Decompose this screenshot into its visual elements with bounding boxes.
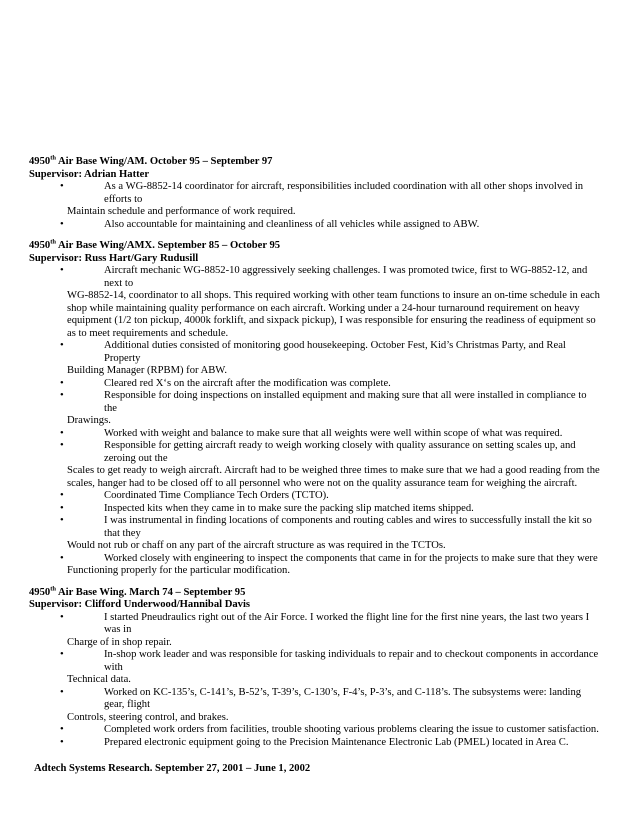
bullet-icon: • [60, 552, 64, 564]
bullet-text: I started Pneudraulics right out of the Air Force. I worked the flight line for the first nine years, the last two years I was in [104, 611, 590, 635]
bullet-icon: • [60, 340, 64, 351]
bullet-text: In-shop work leader and was responsible for tasking individuals to repair and to checkout components in accordance with [104, 649, 599, 673]
bullet-text: Worked on KC-135’s, C-141’s, B-52’s, T-39’s, C-130’s, F-4’s, P-3’s, and C-118’s. The subsystems were: landing gear, flight [104, 686, 582, 710]
bullet-continuation: Scales to get ready to weigh aircraft. Aircraft had to be weighed three times to make sure that we had a good reading from the scales, hanger had to be closed off to all personnel who were not on the quality assurance team for weighing the aircraft. [67, 465, 600, 489]
bullet-continuation: WG-8852-14, coordinator to all shops. This required working with other team functions to insure an on-time schedule in each shop while maintaining quality performance on each aircraft. Working under a 24-hour turnaround requirement on heavy equipment (1/2 ton pickup, 4000k forklift, and sixpack pickup), I was responsible for ensuring the readiness of equipment so as to meet requirements and schedule. [67, 290, 600, 339]
bullet-text: Inspected kits when they came in to make sure the packing slip matched items shipped. [104, 502, 474, 514]
bullet-item [0, 490, 638, 503]
bullet-text: Worked closely with engineering to inspect the components that came in for the projects to make sure that they were [104, 552, 598, 564]
bullet-item [0, 428, 638, 441]
employment-section [0, 240, 638, 578]
bullet-item [0, 181, 638, 219]
section-heading [0, 584, 638, 600]
bullet-icon: • [60, 502, 64, 514]
bullet-icon: • [60, 377, 64, 389]
bullet-text: Aircraft mechanic WG-8852-10 aggressively seeking challenges. I was promoted twice, first to WG-8852-12, and next to [104, 265, 588, 289]
bullet-icon: • [60, 490, 64, 501]
supervisor-line: Supervisor: Adrian Hatter [29, 168, 150, 180]
bullet-text: Coordinated Time Compliance Tech Orders (TCTO). [104, 490, 329, 501]
bullet-item [0, 340, 638, 378]
bullet-text: Worked with weight and balance to make sure that all weights were well within scope of what was required. [104, 427, 563, 439]
supervisor-line: Supervisor: Clifford Underwood/Hannibal Davis [29, 599, 251, 610]
bullet-text: Responsible for doing inspections on installed equipment and making sure that all were installed in compliance to the [104, 390, 587, 414]
section-heading [0, 240, 638, 253]
bullet-icon: • [60, 686, 64, 698]
heading-title: Air Base Wing. March 74 – September 95 [55, 586, 246, 598]
bullet-text: Additional duties consisted of monitoring good housekeeping. October Fest, Kid’s Christmas Party, and Real Property [104, 340, 566, 364]
bullet-icon: • [60, 440, 64, 451]
bullet-item [0, 612, 638, 650]
resume-page [0, 156, 638, 758]
bullet-item [0, 515, 638, 553]
supervisor-line: Supervisor: Russ Hart/Gary Rudusill [29, 252, 199, 264]
bullet-item [0, 687, 638, 725]
bullet-continuation: Building Manager (RPBM) for ABW. [67, 365, 227, 376]
bullet-item [0, 553, 638, 578]
bullet-item [0, 219, 638, 232]
bullet-text: Responsible for getting aircraft ready to weigh working closely with quality assurance on setting scales up, and zeroing out the [104, 440, 576, 464]
bullet-item [0, 649, 638, 687]
heading-number: 4950 [29, 240, 51, 251]
bullet-continuation: Charge of in shop repair. [67, 636, 172, 648]
bullet-icon: • [60, 515, 64, 526]
heading-title: Air Base Wing/AMX. September 85 – October 95 [55, 240, 281, 251]
last-employer-heading: Adtech Systems Research. September 27, 2001 – June 1, 2002 [34, 763, 311, 774]
bullet-continuation: Drawings. [67, 415, 111, 426]
bullet-item [0, 265, 638, 340]
bullet-text: As a WG-8852-14 coordinator for aircraft, responsibilities included coordination with all other shops involved in efforts to [104, 181, 584, 205]
heading-title: Air Base Wing/AM. October 95 – September 97 [55, 156, 273, 167]
bullet-icon: • [60, 649, 64, 660]
bullet-icon: • [60, 390, 64, 401]
heading-ordinal-suffix: th [50, 154, 56, 162]
bullet-item [0, 390, 638, 428]
bullet-continuation: Technical data. [67, 674, 131, 685]
bullet-item [0, 503, 638, 516]
bullet-continuation: Controls, steering control, and brakes. [67, 711, 229, 723]
bullet-icon: • [60, 265, 64, 276]
bullet-item [0, 737, 638, 750]
heading-number: 4950 [29, 586, 51, 598]
bullet-text: I was instrumental in finding locations of components and routing cables and wires to successfully install the kit so that they [104, 515, 592, 539]
heading-number: 4950 [29, 156, 51, 167]
bullet-icon: • [60, 736, 64, 748]
bullet-item [0, 724, 638, 737]
bullet-continuation: Maintain schedule and performance of work required. [67, 206, 296, 217]
bullet-icon: • [60, 611, 64, 623]
bullet-text: Cleared red X‘s on the aircraft after the modification was complete. [104, 377, 391, 389]
employment-section [0, 156, 638, 231]
heading-ordinal-suffix: th [50, 238, 56, 246]
bullet-icon: • [60, 724, 64, 735]
bullet-icon: • [60, 218, 64, 230]
bullet-icon: • [60, 427, 64, 439]
heading-ordinal-suffix: th [50, 584, 56, 592]
bullet-item [0, 440, 638, 490]
bullet-continuation: Functioning properly for the particular modification. [67, 565, 290, 576]
bullet-text: Completed work orders from facilities, trouble shooting various problems clearing the issue to customer satisfaction. [104, 724, 599, 735]
employment-section [0, 584, 638, 750]
bullet-item [0, 378, 638, 391]
section-heading [0, 156, 638, 169]
bullet-icon: • [60, 181, 64, 192]
bullet-text: Also accountable for maintaining and cleanliness of all vehicles while assigned to ABW. [104, 218, 480, 230]
bullet-text: Prepared electronic equipment going to the Precision Maintenance Electronic Lab (PMEL) located in Area C. [104, 736, 569, 748]
bullet-continuation: Would not rub or chaff on any part of the aircraft structure as was required in the TCTOs. [67, 540, 446, 551]
